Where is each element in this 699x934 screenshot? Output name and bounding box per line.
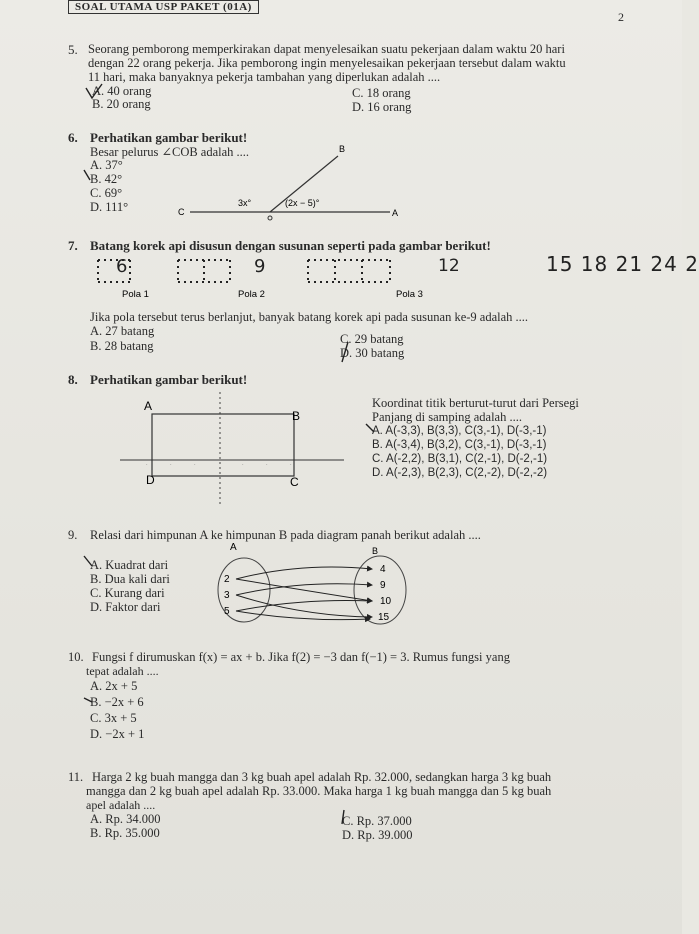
q10-line-1: Fungsi f dirumuskan f(x) = ax + b. Jika f(2) = −3 dan f(−1) = 3. Rumus fungsi yang	[92, 650, 510, 664]
q9-arrow-2-4	[236, 567, 372, 579]
q7-number: 7.	[68, 238, 78, 253]
q7-handwritten-sequence: 15 18 21 24 2	[546, 252, 699, 276]
q9-a-element-5: 5	[224, 606, 230, 617]
q5-line-1: Seorang pemborong memperkirakan dapat menyelesaikan suatu pekerjaan dalam waktu 20 hari	[88, 42, 565, 56]
q8-prompt-line-1: Koordinat titik berturut-turut dari Persegi	[372, 396, 579, 410]
q9-arrow-diagram	[212, 540, 412, 630]
q8-point-d: D	[146, 473, 155, 487]
q8-tick-x3: ·	[290, 462, 292, 468]
q8-option-d[interactable]: D. A(-2,3), B(2,3), C(2,-2), D(-2,-2)	[372, 467, 548, 479]
q7-option-b[interactable]: B. 28 batang	[90, 339, 154, 353]
q9-a-element-2: 2	[224, 574, 230, 585]
q10-option-c[interactable]: C. 3x + 5	[90, 711, 137, 725]
q8-point-b: B	[292, 409, 301, 423]
q8-point-a: A	[144, 399, 153, 413]
q10-line-2: tepat adalah ....	[86, 664, 159, 678]
q9-option-d[interactable]: D. Faktor dari	[90, 600, 161, 614]
q6-prompt: Besar pelurus ∠COB adalah ....	[90, 145, 250, 159]
q8-option-a[interactable]: A. A(-3,3), B(3,3), C(3,-1), D(-3,-1)	[372, 425, 547, 437]
q8-tick-x-2: ·	[170, 462, 172, 468]
q9-b-element-9: 9	[380, 580, 386, 591]
q8-prompt-line-2: Panjang di samping adalah ....	[372, 410, 522, 424]
q6-point-o	[268, 216, 272, 220]
q7-option-a[interactable]: A. 27 batang	[90, 324, 155, 338]
q7-pattern-3-label: Pola 3	[396, 289, 423, 300]
q11-number: 11.	[68, 770, 84, 784]
q9-arrow-2-10	[236, 579, 372, 601]
q7-handwritten-6: 6	[116, 256, 128, 277]
q9-option-a[interactable]: A. Kuadrat dari	[90, 558, 169, 572]
q8-tick-x1: ·	[242, 462, 244, 468]
q7-pattern-2-sticks	[178, 260, 230, 282]
q11-line-2: mangga dan 2 kg buah apel adalah Rp. 33.000. Maka harga 1 kg buah mangga dan 5 kg buah	[86, 784, 552, 798]
q6-number: 6.	[68, 130, 78, 145]
q8-point-c: C	[290, 475, 299, 489]
q6-angle-2x-5: (2x − 5)°	[285, 198, 320, 208]
exam-header: SOAL UTAMA USP PAKET (01A)	[68, 0, 259, 14]
q6-title: Perhatikan gambar berikut!	[90, 130, 248, 145]
q8-option-b[interactable]: B. A(-3,4), B(3,2), C(3,-1), D(-3,-1)	[372, 439, 547, 451]
q10-option-a[interactable]: A. 2x + 5	[90, 679, 138, 693]
q11-option-c[interactable]: C. Rp. 37.000	[342, 814, 412, 828]
q6-label-b: B	[339, 144, 346, 154]
q5-answer-mark	[80, 80, 110, 110]
q5-option-c[interactable]: C. 18 orang	[352, 86, 411, 100]
q7-handwritten-9: 9	[254, 256, 266, 277]
q8-option-c[interactable]: C. A(-2,2), B(3,1), C(2,-1), D(-2,-1)	[372, 453, 548, 465]
q6-label-a: A	[392, 208, 399, 218]
q7-answer-mark	[336, 340, 356, 364]
q6-option-c[interactable]: C. 69°	[90, 186, 123, 200]
q9-set-a-label: A	[230, 542, 237, 553]
q6-answer-mark	[80, 166, 100, 186]
q6-angle-figure	[170, 140, 410, 230]
q8-tick-x2: ·	[266, 462, 268, 468]
q8-title: Perhatikan gambar berikut!	[90, 372, 248, 387]
q7-option-d[interactable]: D. 30 batang	[340, 346, 405, 360]
q9-b-element-4: 4	[380, 564, 386, 575]
q7-pattern-2-label: Pola 2	[238, 289, 265, 300]
q6-option-d[interactable]: D. 111°	[90, 200, 129, 214]
q11-option-d[interactable]: D. Rp. 39.000	[342, 828, 413, 842]
q6-label-c: C	[178, 207, 185, 217]
q7-prompt: Jika pola tersebut terus berlanjut, banyak batang korek api pada susunan ke-9 adalah ....	[90, 310, 529, 324]
q8-number: 8.	[68, 372, 78, 387]
q5-option-a[interactable]: A. 40 orang	[92, 84, 152, 98]
q9-option-c[interactable]: C. Kurang dari	[90, 586, 165, 600]
q6-angle-3x: 3x°	[238, 198, 252, 208]
q8-coordinate-figure	[110, 388, 350, 508]
q9-b-element-10: 10	[380, 596, 392, 607]
q9-arrow-5-10	[236, 600, 372, 611]
q10-answer-mark	[80, 692, 100, 712]
q11-option-b[interactable]: B. Rp. 35.000	[90, 826, 160, 840]
q10-option-b[interactable]: B. −2x + 6	[90, 695, 144, 709]
q9-set-b-label: B	[372, 546, 379, 556]
q9-answer-mark	[80, 552, 100, 572]
q5-line-3: 11 hari, maka banyaknya pekerja tambahan yang diperlukan adalah ....	[88, 70, 441, 84]
q8-tick-x-1: ·	[194, 462, 196, 468]
q8-rectangle-abcd	[152, 414, 294, 476]
q7-title: Batang korek api disusun dengan susunan seperti pada gambar berikut!	[90, 238, 491, 253]
q7-option-c[interactable]: C. 29 batang	[340, 332, 404, 346]
q5-line-2: dengan 22 orang pekerja. Jika pemborong ingin menyelesaikan pekerjaan tersebut dalam waktu	[88, 56, 566, 70]
q11-answer-mark	[336, 808, 356, 828]
page-number: 2	[618, 10, 624, 24]
q9-b-element-15: 15	[378, 612, 390, 623]
q9-a-element-3: 3	[224, 590, 230, 601]
q11-line-3: apel adalah ....	[86, 798, 156, 812]
q9-title: Relasi dari himpunan A ke himpunan B pada diagram panah berikut adalah ....	[90, 528, 481, 542]
q10-option-d[interactable]: D. −2x + 1	[90, 727, 145, 741]
q7-pattern-1-label: Pola 1	[122, 289, 149, 300]
q6-option-b[interactable]: B. 42°	[90, 172, 123, 186]
q8-tick-x-3: ·	[146, 462, 148, 468]
q10-number: 10.	[68, 650, 84, 664]
q5-option-d[interactable]: D. 16 orang	[352, 100, 412, 114]
q11-option-a[interactable]: A. Rp. 34.000	[90, 812, 161, 826]
q8-answer-mark	[362, 420, 382, 440]
q6-option-a[interactable]: A. 37°	[90, 158, 123, 172]
q5-number: 5.	[68, 42, 78, 57]
q11-line-1: Harga 2 kg buah mangga dan 3 kg buah apel adalah Rp. 32.000, sedangkan harga 3 kg buah	[92, 770, 552, 784]
q9-option-b[interactable]: B. Dua kali dari	[90, 572, 170, 586]
q9-number: 9.	[68, 528, 78, 542]
q9-arrow-3-9	[236, 584, 372, 595]
q5-option-b[interactable]: B. 20 orang	[92, 97, 151, 111]
q7-pattern-3-sticks	[308, 260, 390, 282]
q7-handwritten-12: 12	[438, 256, 460, 276]
